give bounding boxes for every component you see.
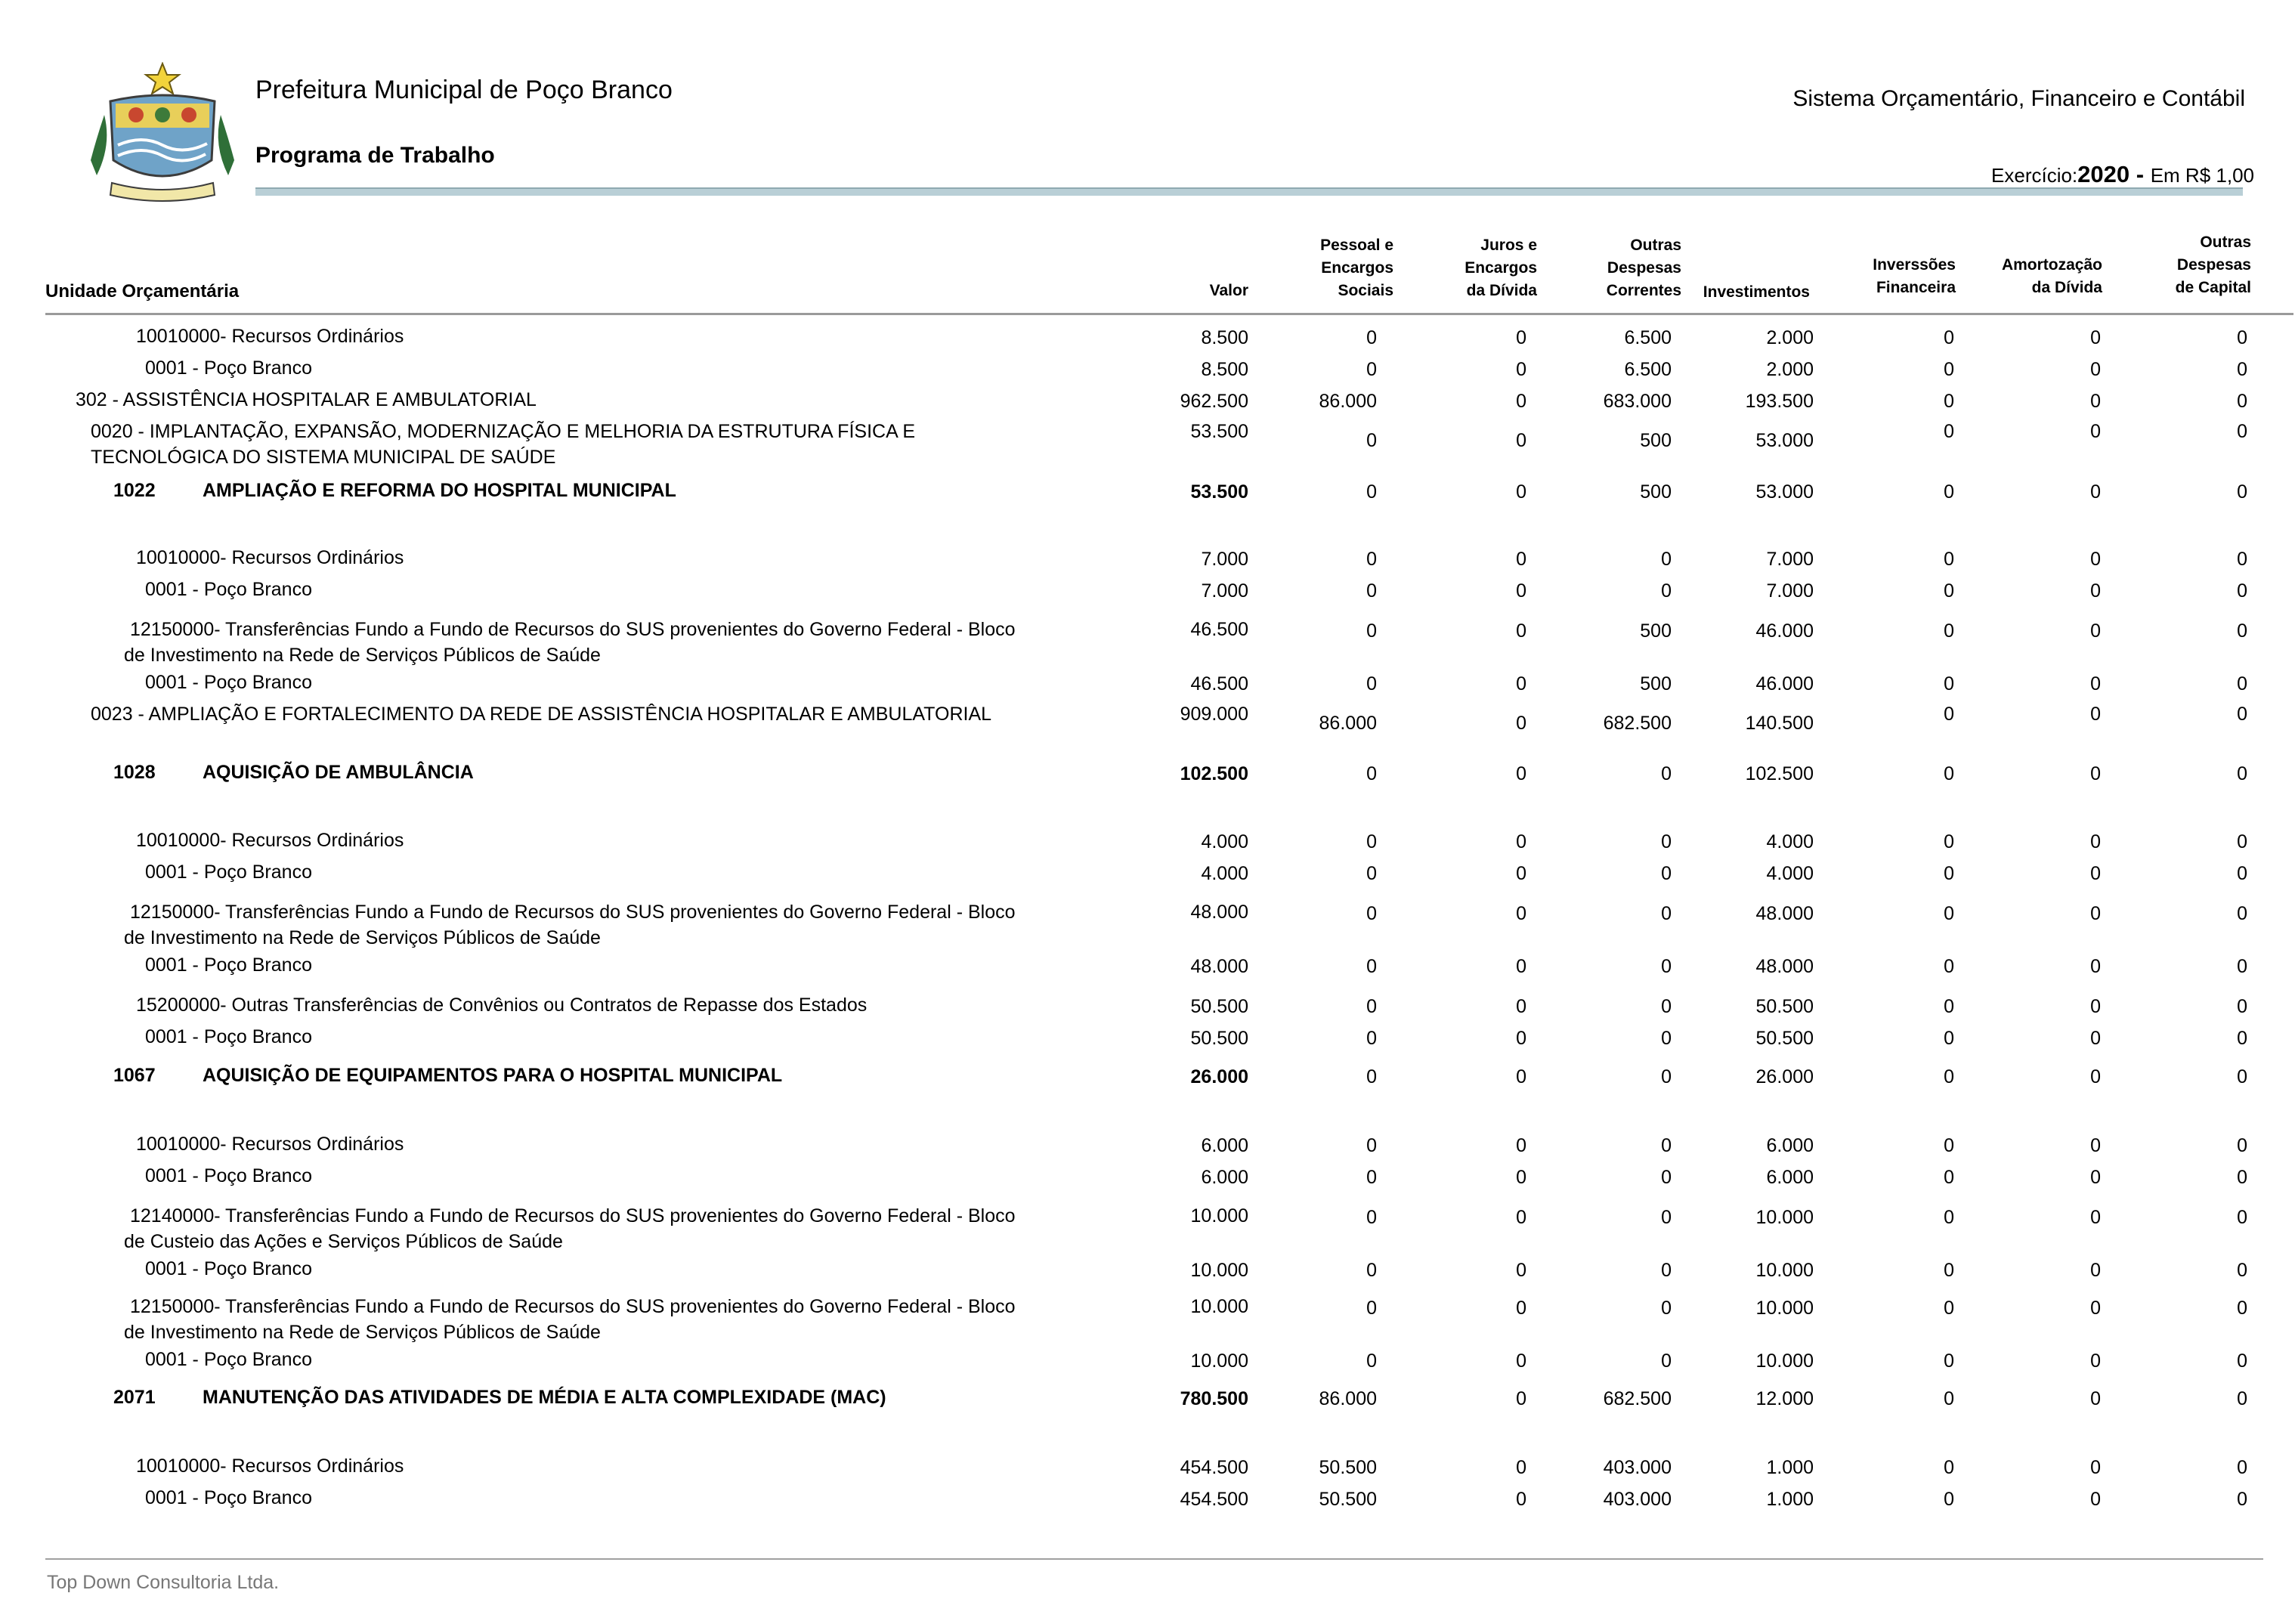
cell-outras-capital: 0 (2237, 763, 2247, 784)
cell-pessoal: 50.500 (1319, 1489, 1377, 1510)
cell-pessoal: 0 (1366, 1066, 1377, 1087)
footer-divider (45, 1558, 2263, 1560)
row-label: AQUISIÇÃO DE AMBULÂNCIA (203, 762, 474, 783)
cell-valor: 53.500 (1190, 481, 1248, 503)
cell-valor: 10.000 (1190, 1296, 1248, 1317)
column-header-outras-capital: Outras Despesas de Capital (2175, 234, 2251, 296)
currency-label: Em R$ 1,00 (2150, 164, 2254, 187)
cell-amortizacao: 0 (2090, 1028, 2101, 1049)
cell-outras-capital: 0 (2237, 903, 2247, 924)
cell-investimentos: 10.000 (1755, 1298, 1814, 1319)
column-header-investimentos: Investimentos (1703, 283, 1810, 301)
cell-valor: 46.500 (1190, 673, 1248, 694)
cell-outras-correntes: 0 (1661, 1135, 1672, 1156)
cell-juros: 0 (1516, 1135, 1526, 1156)
row-label: 10010000- Recursos Ordinários (136, 1134, 404, 1155)
cell-pessoal: 0 (1366, 996, 1377, 1017)
cell-investimentos: 140.500 (1745, 713, 1814, 734)
cell-juros: 0 (1516, 549, 1526, 570)
cell-juros: 0 (1516, 1207, 1526, 1228)
cell-investimentos: 1.000 (1766, 1489, 1814, 1510)
cell-investimentos: 6.000 (1766, 1167, 1814, 1188)
cell-outras-capital: 0 (2237, 1298, 2247, 1319)
cell-valor: 46.500 (1190, 619, 1248, 640)
cell-pessoal: 0 (1366, 620, 1377, 642)
cell-investimentos: 193.500 (1745, 391, 1814, 412)
row-label: AMPLIAÇÃO E REFORMA DO HOSPITAL MUNICIPAL (203, 480, 676, 501)
row-label: 12150000- Transferências Fundo a Fundo de Recursos do SUS provenientes do Governo Federal - Bloco de Investimento na Rede de Serviços Públicos de Saúde (124, 902, 1016, 948)
cell-pessoal: 0 (1366, 1298, 1377, 1319)
cell-juros: 0 (1516, 580, 1526, 602)
cell-amortizacao: 0 (2090, 1298, 2101, 1319)
cell-amortizacao: 0 (2090, 704, 2101, 725)
cell-pessoal: 86.000 (1319, 391, 1377, 412)
cell-juros: 0 (1516, 831, 1526, 852)
cell-amortizacao: 0 (2090, 1457, 2101, 1478)
cell-pessoal: 0 (1366, 763, 1377, 784)
cell-outras-capital: 0 (2237, 421, 2247, 442)
cell-outras-capital: 0 (2237, 391, 2247, 412)
cell-inversoes: 0 (1944, 421, 1954, 442)
cell-valor: 909.000 (1180, 704, 1248, 725)
cell-inversoes: 0 (1944, 673, 1954, 694)
cell-pessoal: 0 (1366, 430, 1377, 451)
cell-amortizacao: 0 (2090, 1489, 2101, 1510)
cell-amortizacao: 0 (2090, 1135, 2101, 1156)
cell-inversoes: 0 (1944, 956, 1954, 977)
cell-pessoal: 0 (1366, 1028, 1377, 1049)
cell-pessoal: 0 (1366, 1260, 1377, 1281)
cell-outras-capital: 0 (2237, 831, 2247, 852)
cell-valor: 53.500 (1190, 421, 1248, 442)
cell-outras-capital: 0 (2237, 359, 2247, 380)
cell-inversoes: 0 (1944, 620, 1954, 642)
footer-company: Top Down Consultoria Ltda. (47, 1572, 280, 1593)
row-label: 0001 - Poço Branco (145, 1165, 312, 1186)
cell-investimentos: 50.500 (1755, 996, 1814, 1017)
cell-pessoal: 86.000 (1319, 713, 1377, 734)
cell-inversoes: 0 (1944, 863, 1954, 884)
cell-juros: 0 (1516, 763, 1526, 784)
cell-valor: 10.000 (1190, 1260, 1248, 1281)
cell-pessoal: 0 (1366, 903, 1377, 924)
row-label: 12150000- Transferências Fundo a Fundo de Recursos do SUS provenientes do Governo Federal - Bloco de Investimento na Rede de Serviços Públicos de Saúde (124, 619, 1016, 666)
cell-outras-capital: 0 (2237, 620, 2247, 642)
cell-valor: 4.000 (1201, 863, 1248, 884)
cell-amortizacao: 0 (2090, 903, 2101, 924)
cell-juros: 0 (1516, 620, 1526, 642)
cell-pessoal: 0 (1366, 549, 1377, 570)
cell-juros: 0 (1516, 1388, 1526, 1409)
row-label: 10010000- Recursos Ordinários (136, 830, 404, 851)
cell-juros: 0 (1516, 1489, 1526, 1510)
cell-inversoes: 0 (1944, 1350, 1954, 1372)
exercise-label: Exercício: (1991, 164, 2078, 187)
cell-inversoes: 0 (1944, 1167, 1954, 1188)
cell-investimentos: 48.000 (1755, 903, 1814, 924)
cell-valor: 7.000 (1201, 580, 1248, 602)
acao-code: 1028 (113, 762, 156, 783)
cell-valor: 962.500 (1180, 391, 1248, 412)
row-label: 0020 - IMPLANTAÇÃO, EXPANSÃO, MODERNIZAÇÃO E MELHORIA DA ESTRUTURA FÍSICA E TECNOLÓGICA DO SISTEMA MUNICIPAL DE SAÚDE (91, 421, 915, 468)
cell-amortizacao: 0 (2090, 956, 2101, 977)
cell-outras-correntes: 0 (1661, 863, 1672, 884)
cell-outras-capital: 0 (2237, 1207, 2247, 1228)
cell-investimentos: 6.000 (1766, 1135, 1814, 1156)
cell-valor: 4.000 (1201, 831, 1248, 852)
exercise-info (1991, 161, 2254, 188)
cell-investimentos: 12.000 (1755, 1388, 1814, 1409)
cell-juros: 0 (1516, 1167, 1526, 1188)
cell-juros: 0 (1516, 327, 1526, 348)
column-header-unidade: Unidade Orçamentária (45, 281, 240, 302)
row-label: 10010000- Recursos Ordinários (136, 1455, 404, 1477)
cell-outras-correntes: 500 (1640, 673, 1672, 694)
row-label: 0023 - AMPLIAÇÃO E FORTALECIMENTO DA REDE DE ASSISTÊNCIA HOSPITALAR E AMBULATORIAL (91, 704, 992, 725)
cell-investimentos: 2.000 (1766, 359, 1814, 380)
cell-investimentos: 26.000 (1755, 1066, 1814, 1087)
cell-outras-correntes: 682.500 (1603, 713, 1672, 734)
cell-valor: 780.500 (1180, 1388, 1248, 1409)
cell-inversoes: 0 (1944, 1260, 1954, 1281)
row-label: 0001 - Poço Branco (145, 954, 312, 976)
cell-outras-correntes: 0 (1661, 956, 1672, 977)
cell-investimentos: 10.000 (1755, 1260, 1814, 1281)
cell-juros: 0 (1516, 1298, 1526, 1319)
cell-amortizacao: 0 (2090, 391, 2101, 412)
cell-valor: 454.500 (1180, 1489, 1248, 1510)
cell-valor: 50.500 (1190, 996, 1248, 1017)
cell-valor: 6.000 (1201, 1135, 1248, 1156)
cell-outras-capital: 0 (2237, 1350, 2247, 1372)
cell-investimentos: 7.000 (1766, 549, 1814, 570)
cell-pessoal: 0 (1366, 327, 1377, 348)
cell-outras-capital: 0 (2237, 1135, 2247, 1156)
cell-amortizacao: 0 (2090, 1066, 2101, 1087)
cell-amortizacao: 0 (2090, 580, 2101, 602)
cell-amortizacao: 0 (2090, 763, 2101, 784)
cell-investimentos: 10.000 (1755, 1207, 1814, 1228)
cell-inversoes: 0 (1944, 1298, 1954, 1319)
cell-valor: 6.000 (1201, 1167, 1248, 1188)
cell-pessoal: 0 (1366, 1167, 1377, 1188)
cell-investimentos: 50.500 (1755, 1028, 1814, 1049)
cell-outras-correntes: 500 (1640, 481, 1672, 503)
row-label: 0001 - Poço Branco (145, 1487, 312, 1508)
cell-outras-correntes: 0 (1661, 1167, 1672, 1188)
cell-juros: 0 (1516, 1260, 1526, 1281)
cell-outras-capital: 0 (2237, 549, 2247, 570)
cell-pessoal: 0 (1366, 831, 1377, 852)
cell-investimentos: 53.000 (1755, 430, 1814, 451)
exercise-year: 2020 (2077, 161, 2130, 187)
row-label: 0001 - Poço Branco (145, 672, 312, 693)
column-header-valor: Valor (1209, 282, 1248, 299)
cell-amortizacao: 0 (2090, 1350, 2101, 1372)
cell-investimentos: 102.500 (1745, 763, 1814, 784)
cell-outras-correntes: 6.500 (1624, 327, 1672, 348)
cell-valor: 48.000 (1190, 956, 1248, 977)
cell-amortizacao: 0 (2090, 1207, 2101, 1228)
cell-juros: 0 (1516, 1066, 1526, 1087)
cell-valor: 454.500 (1180, 1457, 1248, 1478)
cell-juros: 0 (1516, 1457, 1526, 1478)
cell-pessoal: 0 (1366, 1135, 1377, 1156)
cell-investimentos: 46.000 (1755, 673, 1814, 694)
cell-outras-capital: 0 (2237, 1066, 2247, 1087)
cell-juros: 0 (1516, 359, 1526, 380)
cell-outras-correntes: 0 (1661, 903, 1672, 924)
cell-inversoes: 0 (1944, 1135, 1954, 1156)
cell-outras-correntes: 0 (1661, 1066, 1672, 1087)
cell-investimentos: 46.000 (1755, 620, 1814, 642)
cell-pessoal: 86.000 (1319, 1388, 1377, 1409)
cell-outras-capital: 0 (2237, 1388, 2247, 1409)
row-label: 0001 - Poço Branco (145, 861, 312, 883)
cell-amortizacao: 0 (2090, 359, 2101, 380)
cell-juros: 0 (1516, 713, 1526, 734)
cell-outras-capital: 0 (2237, 1489, 2247, 1510)
cell-amortizacao: 0 (2090, 1388, 2101, 1409)
cell-outras-correntes: 683.000 (1603, 391, 1672, 412)
cell-amortizacao: 0 (2090, 1167, 2101, 1188)
cell-amortizacao: 0 (2090, 421, 2101, 442)
municipal-coat-of-arms-icon (82, 62, 243, 206)
cell-outras-correntes: 6.500 (1624, 359, 1672, 380)
cell-inversoes: 0 (1944, 1207, 1954, 1228)
cell-outras-capital: 0 (2237, 1167, 2247, 1188)
cell-pessoal: 0 (1366, 359, 1377, 380)
cell-juros: 0 (1516, 903, 1526, 924)
cell-outras-capital: 0 (2237, 1028, 2247, 1049)
cell-outras-correntes: 0 (1661, 1350, 1672, 1372)
cell-amortizacao: 0 (2090, 831, 2101, 852)
cell-juros: 0 (1516, 1028, 1526, 1049)
cell-juros: 0 (1516, 481, 1526, 503)
cell-valor: 102.500 (1180, 763, 1248, 784)
cell-outras-correntes: 403.000 (1603, 1489, 1672, 1510)
cell-outras-capital: 0 (2237, 996, 2247, 1017)
cell-investimentos: 10.000 (1755, 1350, 1814, 1372)
cell-outras-capital: 0 (2237, 956, 2247, 977)
acao-code: 1022 (113, 480, 156, 501)
cell-outras-capital: 0 (2237, 863, 2247, 884)
report-title: Programa de Trabalho (255, 143, 495, 168)
cell-inversoes: 0 (1944, 549, 1954, 570)
cell-inversoes: 0 (1944, 327, 1954, 348)
row-label: MANUTENÇÃO DAS ATIVIDADES DE MÉDIA E ALTA COMPLEXIDADE (MAC) (203, 1387, 886, 1408)
row-label: 0001 - Poço Branco (145, 1026, 312, 1047)
cell-outras-correntes: 500 (1640, 620, 1672, 642)
cell-investimentos: 4.000 (1766, 831, 1814, 852)
row-label: 15200000- Outras Transferências de Convênios ou Contratos de Repasse dos Estados (136, 995, 868, 1016)
cell-investimentos: 7.000 (1766, 580, 1814, 602)
cell-inversoes: 0 (1944, 359, 1954, 380)
acao-code: 2071 (113, 1387, 156, 1408)
cell-valor: 10.000 (1190, 1350, 1248, 1372)
cell-investimentos: 4.000 (1766, 863, 1814, 884)
cell-pessoal: 0 (1366, 673, 1377, 694)
cell-outras-capital: 0 (2237, 481, 2247, 503)
cell-pessoal: 0 (1366, 481, 1377, 503)
cell-amortizacao: 0 (2090, 549, 2101, 570)
cell-juros: 0 (1516, 430, 1526, 451)
cell-juros: 0 (1516, 1350, 1526, 1372)
cell-outras-correntes: 0 (1661, 549, 1672, 570)
cell-inversoes: 0 (1944, 1457, 1954, 1478)
cell-outras-correntes: 403.000 (1603, 1457, 1672, 1478)
cell-amortizacao: 0 (2090, 620, 2101, 642)
column-header-amortizacao: Amortozação da Dívida (2001, 256, 2102, 296)
cell-outras-correntes: 0 (1661, 1207, 1672, 1228)
cell-inversoes: 0 (1944, 1066, 1954, 1087)
cell-outras-correntes: 0 (1661, 1298, 1672, 1319)
cell-juros: 0 (1516, 391, 1526, 412)
cell-outras-capital: 0 (2237, 1457, 2247, 1478)
cell-investimentos: 2.000 (1766, 327, 1814, 348)
cell-valor: 10.000 (1190, 1205, 1248, 1227)
column-header-outras-correntes: Outras Despesas Correntes (1606, 237, 1681, 299)
row-label: 10010000- Recursos Ordinários (136, 326, 404, 347)
cell-outras-correntes: 0 (1661, 763, 1672, 784)
cell-outras-capital: 0 (2237, 673, 2247, 694)
column-header-juros: Juros e Encargos da Dívida (1465, 237, 1537, 299)
row-label: 0001 - Poço Branco (145, 1258, 312, 1279)
cell-juros: 0 (1516, 673, 1526, 694)
cell-inversoes: 0 (1944, 704, 1954, 725)
cell-outras-correntes: 682.500 (1603, 1388, 1672, 1409)
cell-investimentos: 48.000 (1755, 956, 1814, 977)
cell-outras-capital: 0 (2237, 704, 2247, 725)
cell-valor: 8.500 (1201, 359, 1248, 380)
cell-pessoal: 0 (1366, 956, 1377, 977)
cell-valor: 48.000 (1190, 902, 1248, 923)
cell-juros: 0 (1516, 956, 1526, 977)
acao-code: 1067 (113, 1065, 156, 1086)
cell-pessoal: 0 (1366, 1350, 1377, 1372)
row-label: 12140000- Transferências Fundo a Fundo de Recursos do SUS provenientes do Governo Federal - Bloco de Custeio das Ações e Serviços Públicos de Saúde (124, 1205, 1016, 1252)
cell-valor: 8.500 (1201, 327, 1248, 348)
cell-inversoes: 0 (1944, 903, 1954, 924)
cell-valor: 26.000 (1190, 1066, 1248, 1087)
cell-pessoal: 0 (1366, 580, 1377, 602)
organization-title: Prefeitura Municipal de Poço Branco (255, 76, 673, 104)
cell-amortizacao: 0 (2090, 996, 2101, 1017)
cell-outras-correntes: 0 (1661, 996, 1672, 1017)
cell-inversoes: 0 (1944, 1388, 1954, 1409)
cell-pessoal: 50.500 (1319, 1457, 1377, 1478)
cell-outras-correntes: 0 (1661, 831, 1672, 852)
cell-juros: 0 (1516, 863, 1526, 884)
row-label: AQUISIÇÃO DE EQUIPAMENTOS PARA O HOSPITAL MUNICIPAL (203, 1065, 783, 1086)
cell-investimentos: 1.000 (1766, 1457, 1814, 1478)
table-header-divider (45, 313, 2293, 315)
column-header-pessoal: Pessoal e Encargos Sociais (1320, 237, 1393, 299)
cell-inversoes: 0 (1944, 831, 1954, 852)
cell-inversoes: 0 (1944, 481, 1954, 503)
cell-valor: 50.500 (1190, 1028, 1248, 1049)
row-label: 12150000- Transferências Fundo a Fundo de Recursos do SUS provenientes do Governo Federal - Bloco de Investimento na Rede de Serviços Públicos de Saúde (124, 1296, 1016, 1343)
cell-outras-capital: 0 (2237, 1260, 2247, 1281)
cell-inversoes: 0 (1944, 763, 1954, 784)
cell-inversoes: 0 (1944, 391, 1954, 412)
cell-investimentos: 53.000 (1755, 481, 1814, 503)
cell-amortizacao: 0 (2090, 327, 2101, 348)
cell-inversoes: 0 (1944, 1489, 1954, 1510)
cell-pessoal: 0 (1366, 863, 1377, 884)
row-label: 0001 - Poço Branco (145, 579, 312, 600)
row-label: 302 - ASSISTÊNCIA HOSPITALAR E AMBULATORIAL (76, 389, 537, 410)
row-label: 0001 - Poço Branco (145, 1349, 312, 1370)
cell-amortizacao: 0 (2090, 673, 2101, 694)
cell-outras-correntes: 0 (1661, 580, 1672, 602)
cell-outras-correntes: 500 (1640, 430, 1672, 451)
cell-amortizacao: 0 (2090, 481, 2101, 503)
row-label: 10010000- Recursos Ordinários (136, 547, 404, 568)
cell-outras-correntes: 0 (1661, 1028, 1672, 1049)
cell-outras-correntes: 0 (1661, 1260, 1672, 1281)
cell-valor: 7.000 (1201, 549, 1248, 570)
cell-juros: 0 (1516, 996, 1526, 1017)
system-title: Sistema Orçamentário, Financeiro e Contábil (1792, 86, 2245, 111)
cell-inversoes: 0 (1944, 580, 1954, 602)
header-divider (255, 187, 2243, 196)
cell-inversoes: 0 (1944, 1028, 1954, 1049)
column-header-inversoes: Inverssões Financeira (1873, 256, 1956, 296)
exercise-separator: - (2130, 161, 2151, 187)
cell-amortizacao: 0 (2090, 1260, 2101, 1281)
cell-outras-capital: 0 (2237, 580, 2247, 602)
cell-amortizacao: 0 (2090, 863, 2101, 884)
row-label: 0001 - Poço Branco (145, 357, 312, 379)
cell-inversoes: 0 (1944, 996, 1954, 1017)
cell-pessoal: 0 (1366, 1207, 1377, 1228)
cell-outras-capital: 0 (2237, 327, 2247, 348)
